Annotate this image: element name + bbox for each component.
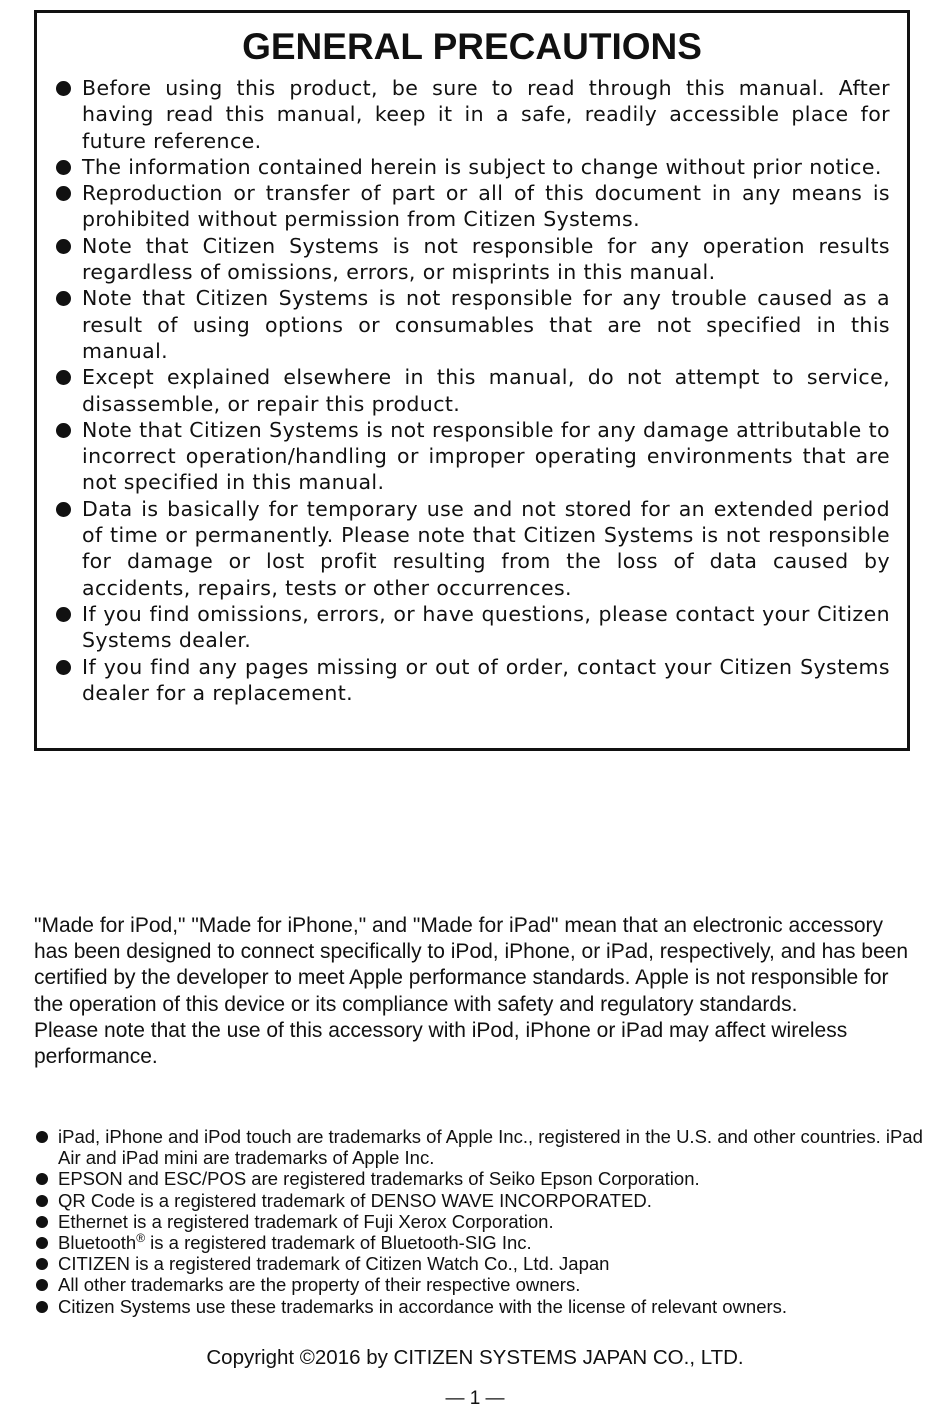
list-item bbox=[56, 364, 890, 417]
list-item-text: Except explained elsewhere in this manual, do not attempt to service, disassemble, or repair this product. bbox=[82, 365, 890, 416]
bullet-icon bbox=[56, 607, 71, 622]
list-item bbox=[56, 154, 890, 180]
list-item-text: Before using this product, be sure to read through this manual. After having read this manual, keep it in a safe, readily accessible place for future reference. bbox=[82, 76, 890, 153]
list-item bbox=[34, 1126, 924, 1168]
registered-mark: ® bbox=[136, 1230, 146, 1245]
general-precautions-box bbox=[34, 10, 910, 751]
list-item bbox=[34, 1274, 924, 1295]
list-item bbox=[56, 75, 890, 154]
list-item bbox=[34, 1253, 924, 1274]
bullet-icon bbox=[56, 81, 71, 96]
bullet-icon bbox=[36, 1279, 48, 1291]
list-item-text: All other trademarks are the property of their respective owners. bbox=[58, 1274, 581, 1296]
bluetooth-name: Bluetooth bbox=[58, 1232, 137, 1254]
list-item bbox=[34, 1232, 924, 1253]
bullet-icon bbox=[56, 160, 71, 175]
list-item-text: QR Code is a registered trademark of DENSO WAVE INCORPORATED. bbox=[58, 1189, 652, 1211]
list-item-text: Note that Citizen Systems is not responsible for any damage attributable to incorrect operation/handling or improper operating environments that are not specified in this manual. bbox=[82, 417, 890, 495]
bluetooth-text: is a registered trademark of Bluetooth-SIG Inc. bbox=[145, 1232, 532, 1254]
list-item-text: iPad, iPhone and iPod touch are trademarks of Apple Inc., registered in the U.S. and other countries. iPad Air and iPad mini are trademarks of Apple Inc. bbox=[58, 1126, 923, 1169]
apple-notice-paragraph: Please note that the use of this accessory with iPod, iPhone or iPad may affect wireless performance. bbox=[34, 1018, 848, 1069]
list-item-text: If you find omissions, errors, or have questions, please contact your Citizen Systems dealer. bbox=[82, 601, 890, 653]
list-item-text: Note that Citizen Systems is not responsible for any trouble caused as a result of using options or consumables that are not specified in this manual. bbox=[82, 286, 890, 363]
bullet-icon bbox=[36, 1258, 48, 1270]
copyright-notice: Copyright ©2016 by CITIZEN SYSTEMS JAPAN CO., LTD. bbox=[206, 1346, 744, 1369]
list-item bbox=[56, 285, 890, 364]
list-item bbox=[34, 1296, 924, 1317]
bullet-icon bbox=[36, 1173, 48, 1185]
list-item-text: CITIZEN is a registered trademark of Citizen Watch Co., Ltd. Japan bbox=[58, 1253, 610, 1275]
list-item bbox=[56, 496, 890, 601]
page-number: — 1 — bbox=[445, 1388, 505, 1409]
list-item bbox=[34, 1190, 924, 1211]
apple-notice-paragraph: "Made for iPod," "Made for iPhone," and "Made for iPad" mean that an electronic accessory has been designed to connect specifically to iPod, iPhone, or iPad, respectively, and has been certified by the developer to meet Apple performance standards. Apple is not responsible for the operation of this device or its compliance with safety and regulatory standards. bbox=[34, 914, 909, 1016]
list-item bbox=[56, 233, 890, 286]
list-item bbox=[56, 180, 890, 233]
bullet-icon bbox=[36, 1216, 48, 1228]
bullet-icon bbox=[56, 186, 71, 201]
list-item-text: Reproduction or transfer of part or all of this document in any means is prohibited without permission from Citizen Systems. bbox=[82, 181, 890, 232]
bullet-icon bbox=[56, 660, 71, 675]
list-item bbox=[34, 1211, 924, 1232]
list-item bbox=[56, 601, 890, 654]
list-item-text: EPSON and ESC/POS are registered trademarks of Seiko Epson Corporation. bbox=[58, 1168, 700, 1190]
page-title: GENERAL PRECAUTIONS bbox=[242, 26, 702, 67]
apple-mfi-notice bbox=[34, 913, 914, 1070]
list-item-text: The information contained herein is subject to change without prior notice. bbox=[82, 154, 882, 179]
list-item bbox=[34, 1168, 924, 1189]
bullet-icon bbox=[56, 423, 71, 438]
list-item-text: Ethernet is a registered trademark of Fuji Xerox Corporation. bbox=[58, 1210, 554, 1232]
list-item-text: Data is basically for temporary use and not stored for an extended period of time or permanently. Please note that Citizen Systems is not responsible for damage or lost profit resulting from the loss of data caused by accidents, repairs, tests or other occurrences. bbox=[82, 496, 890, 600]
bullet-icon bbox=[36, 1131, 48, 1143]
bullet-icon bbox=[36, 1195, 48, 1207]
list-item-text: Note that Citizen Systems is not responsible for any operation results regardless of omissions, errors, or misprints in this manual. bbox=[82, 233, 890, 285]
list-item bbox=[56, 654, 890, 707]
list-item-text: Citizen Systems use these trademarks in accordance with the license of relevant owners. bbox=[58, 1295, 788, 1317]
precautions-list bbox=[37, 75, 907, 706]
bullet-icon bbox=[56, 239, 71, 254]
list-item-text: If you find any pages missing or out of order, contact your Citizen Systems dealer for a replacement. bbox=[82, 654, 890, 705]
bullet-icon bbox=[36, 1237, 48, 1249]
list-item bbox=[56, 417, 890, 496]
bullet-icon bbox=[56, 291, 71, 306]
trademark-list bbox=[34, 1126, 924, 1317]
bullet-icon bbox=[56, 502, 71, 517]
bullet-icon bbox=[56, 370, 71, 385]
bullet-icon bbox=[36, 1301, 48, 1313]
